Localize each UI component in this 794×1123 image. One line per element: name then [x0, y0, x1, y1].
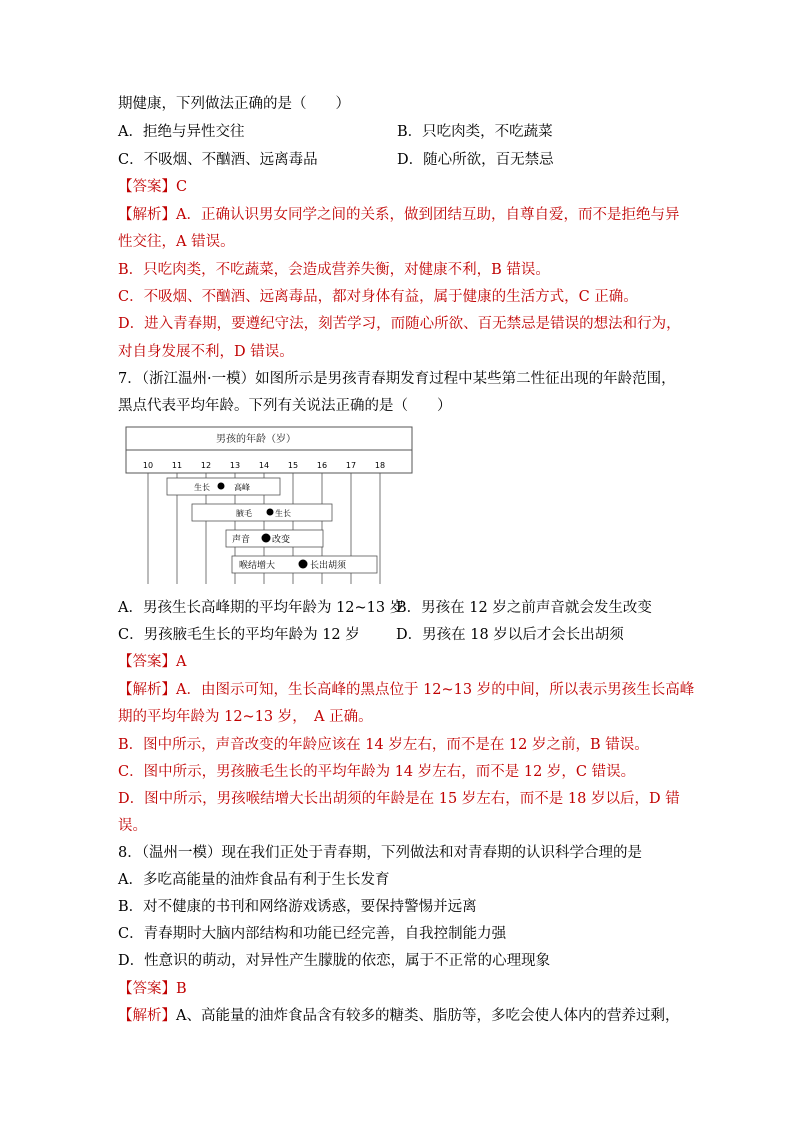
age-tick-12: 12 — [200, 461, 212, 470]
bar-growth-peak — [167, 478, 280, 495]
q7-option-b: B．男孩在 12 岁之前声音就会发生改变 — [396, 600, 652, 616]
bar-label-left: 生长 — [194, 483, 210, 492]
answer-label: 【答案】 — [118, 654, 176, 670]
q7-option-a: A．男孩生长高峰期的平均年龄为 12~13 岁 — [118, 600, 405, 616]
q6-options-row-1 — [118, 122, 678, 142]
q8-stem: 8．（温州一模）现在我们正处于青春期，下列做法和对青春期的认识科学合理的是 — [118, 845, 642, 861]
bar-voice-change — [226, 530, 323, 547]
q6-answer — [118, 177, 187, 197]
analysis-text: A、高能量的油炸食品含有较多的糖类、脂肪等，多吃会使人体内的营养过剩， — [176, 1008, 680, 1024]
bar-axillary-hair — [192, 504, 332, 521]
q8-answer — [118, 979, 187, 999]
age-tick-17: 17 — [345, 461, 357, 470]
q6-option-c: C．不吸烟、不酗酒、远离毒品 — [118, 152, 318, 168]
mean-dot — [262, 534, 271, 543]
q7-stem-1: 7．（浙江温州·一模）如图所示是男孩青春期发育过程中某些第二性征出现的年龄范围， — [118, 371, 676, 387]
answer-value: A — [176, 654, 187, 670]
q7-analysis-1 — [118, 680, 694, 700]
q7-analysis-4: C．图中所示，男孩腋毛生长的平均年龄为 14 岁左右，而不是 12 岁，C 错误。 — [118, 764, 636, 780]
q6-options-row-2 — [118, 150, 678, 170]
bar-label-right: 改变 — [272, 535, 291, 545]
q6-analysis-1 — [118, 205, 679, 225]
answer-label: 【答案】 — [118, 179, 176, 195]
q7-stem-2: 黑点代表平均年龄。下列有关说法正确的是（ ） — [118, 398, 452, 414]
analysis-label: 【解析】 — [118, 682, 176, 698]
answer-value: C — [176, 179, 188, 195]
age-tick-16: 16 — [316, 461, 328, 470]
q7-analysis-5: D．图中所示，男孩喉结增大长出胡须的年龄是在 15 岁左右，而不是 18 岁以后，D 错 — [118, 791, 680, 807]
bar-label-right: 长出胡须 — [310, 561, 347, 571]
age-tick-14: 14 — [258, 461, 270, 470]
q6-analysis-3: B．只吃肉类，不吃蔬菜，会造成营养失衡，对健康不利，B 错误。 — [118, 262, 550, 278]
q7-analysis-6: 误。 — [118, 818, 147, 834]
age-range-figure — [124, 426, 414, 586]
q8-option-d: D．性意识的萌动，对异性产生朦胧的依恋，属于不正常的心理现象 — [118, 953, 551, 969]
q6-analysis-4: C．不吸烟、不酗酒、远离毒品，都对身体有益，属于健康的生活方式，C 正确。 — [118, 289, 638, 305]
q8-option-a: A．多吃高能量的油炸食品有利于生长发育 — [118, 872, 390, 888]
analysis-label: 【解析】 — [118, 207, 176, 223]
q6-analysis-2: 性交往，A 错误。 — [118, 234, 235, 250]
q7-analysis-3: B．图中所示，声音改变的年龄应该在 14 岁左右，而不是在 12 岁之前，B 错误。 — [118, 737, 649, 753]
q8-option-c: C．青春期时大脑内部结构和功能已经完善，自我控制能力强 — [118, 926, 507, 942]
mean-dot — [267, 509, 274, 516]
answer-value: B — [176, 981, 187, 997]
bar-label-left: 喉结增大 — [239, 561, 276, 571]
age-tick-10: 10 — [142, 461, 154, 470]
bar-label-right: 生长 — [275, 509, 291, 518]
age-tick-13: 13 — [229, 461, 241, 470]
q6-stem: 期健康，下列做法正确的是（ ） — [118, 96, 350, 112]
q7-options-row-2 — [118, 625, 678, 645]
q6-analysis-6: 对自身发展不利，D 错误。 — [118, 344, 294, 360]
q7-option-c: C．男孩腋毛生长的平均年龄为 12 岁 — [118, 627, 360, 643]
analysis-text: A．由图示可知，生长高峰的黑点位于 12~13 岁的中间，所以表示男孩生长高峰 — [176, 682, 695, 698]
analysis-label: 【解析】 — [118, 1008, 176, 1024]
bar-label-left: 声音 — [232, 535, 251, 545]
q6-option-b: B．只吃肉类，不吃蔬菜 — [397, 124, 553, 140]
q7-answer — [118, 652, 186, 672]
bar-adams-apple-beard — [232, 556, 377, 573]
bar-label-right: 高峰 — [234, 483, 250, 492]
q8-analysis-1 — [118, 1006, 679, 1026]
q6-option-d: D．随心所欲，百无禁忌 — [397, 152, 554, 168]
age-tick-11: 11 — [171, 461, 183, 470]
age-ticks — [143, 461, 385, 470]
figure-header: 男孩的年龄（岁） — [216, 434, 296, 445]
mean-dot — [299, 560, 308, 569]
answer-label: 【答案】 — [118, 981, 176, 997]
analysis-text: A．正确认识男女同学之间的关系，做到团结互助，自尊自爱，而不是拒绝与异 — [176, 207, 680, 223]
q8-option-b: B．对不健康的书刊和网络游戏诱惑，要保持警惕并远离 — [118, 899, 477, 915]
age-tick-18: 18 — [374, 461, 386, 470]
q7-option-d: D．男孩在 18 岁以后才会长出胡须 — [396, 627, 624, 643]
bar-label-left: 腋毛 — [236, 509, 252, 518]
q7-analysis-2: 期的平均年龄为 12~13 岁， A 正确。 — [118, 709, 373, 725]
mean-dot — [218, 483, 225, 490]
q6-analysis-5: D．进入青春期，要遵纪守法，刻苦学习，而随心所欲、百无禁忌是错误的想法和行为， — [118, 316, 681, 332]
q7-options-row-1 — [118, 598, 678, 618]
q6-option-a: A．拒绝与异性交往 — [118, 124, 245, 140]
age-tick-15: 15 — [287, 461, 299, 470]
